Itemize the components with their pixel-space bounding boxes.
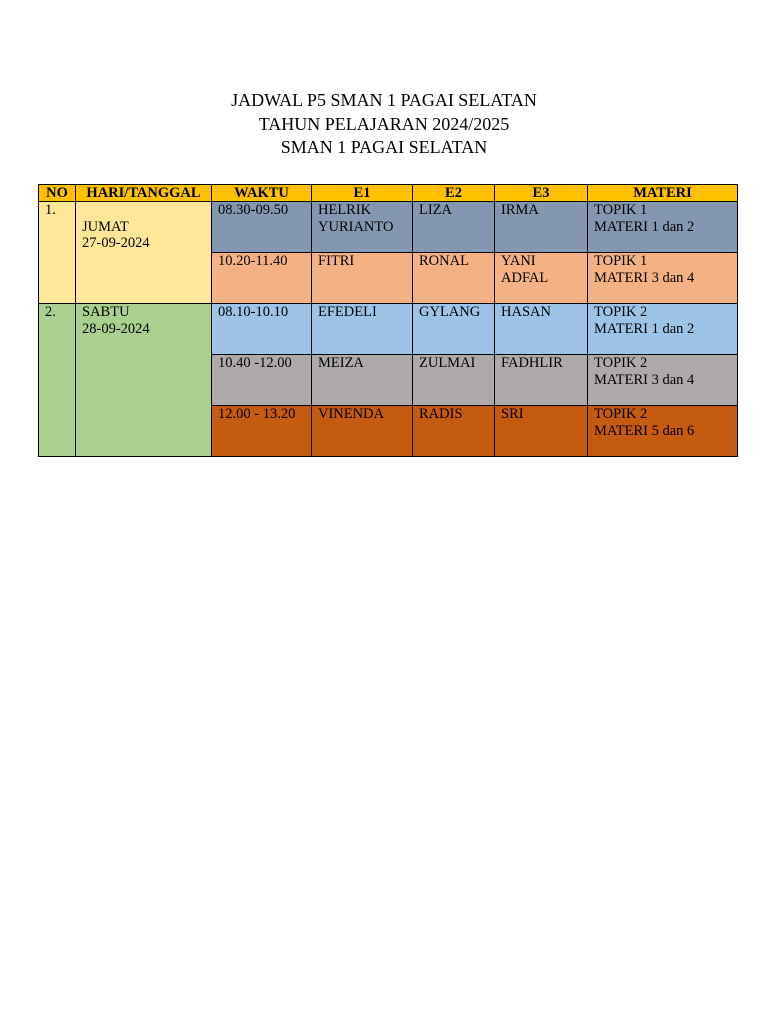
e1-cell: EFEDELI: [312, 304, 413, 355]
materi-cell: TOPIK 1 MATERI 3 dan 4: [588, 253, 738, 304]
time-cell: 10.40 -12.00: [212, 355, 312, 406]
e1-cell: FITRI: [312, 253, 413, 304]
e3-cell: SRI: [495, 406, 588, 457]
e2-cell: RADIS: [413, 406, 495, 457]
header-no: NO: [39, 185, 76, 202]
materi-cell: TOPIK 2 MATERI 5 dan 6: [588, 406, 738, 457]
header-e3: E3: [495, 185, 588, 202]
e2-cell: ZULMAI: [413, 355, 495, 406]
e3-cell: HASAN: [495, 304, 588, 355]
table-row: [39, 304, 738, 355]
header-materi: MATERI: [588, 185, 738, 202]
table-row: [39, 202, 738, 253]
e3-cell: FADHLIR: [495, 355, 588, 406]
day-date-cell: JUMAT 27-09-2024: [76, 202, 212, 304]
time-cell: 08.10-10.10: [212, 304, 312, 355]
header-e1: E1: [312, 185, 413, 202]
materi-cell: TOPIK 1 MATERI 1 dan 2: [588, 202, 738, 253]
e3-cell: IRMA: [495, 202, 588, 253]
header-day: HARI/TANGGAL: [76, 185, 212, 202]
e3-cell: YANI ADFAL: [495, 253, 588, 304]
day-number-cell: 1.: [39, 202, 76, 304]
day-number-cell: 2.: [39, 304, 76, 457]
time-cell: 10.20-11.40: [212, 253, 312, 304]
time-cell: 08.30-09.50: [212, 202, 312, 253]
time-cell: 12.00 - 13.20: [212, 406, 312, 457]
e1-cell: VINENDA: [312, 406, 413, 457]
header-e2: E2: [413, 185, 495, 202]
e1-cell: MEIZA: [312, 355, 413, 406]
schedule-table: [38, 184, 738, 457]
e2-cell: GYLANG: [413, 304, 495, 355]
materi-cell: TOPIK 2 MATERI 1 dan 2: [588, 304, 738, 355]
e2-cell: RONAL: [413, 253, 495, 304]
e1-cell: HELRIK YURIANTO: [312, 202, 413, 253]
header-time: WAKTU: [212, 185, 312, 202]
document-title: [0, 89, 768, 160]
day-date-cell: SABTU 28-09-2024: [76, 304, 212, 457]
header-row: [39, 185, 738, 202]
materi-cell: TOPIK 2 MATERI 3 dan 4: [588, 355, 738, 406]
title-line-3: SMAN 1 PAGAI SELATAN: [280, 137, 488, 157]
e2-cell: LIZA: [413, 202, 495, 253]
title-line-2: TAHUN PELAJARAN 2024/2025: [258, 113, 510, 134]
title-line-1: JADWAL P5 SMAN 1 PAGAI SELATAN: [231, 90, 537, 110]
